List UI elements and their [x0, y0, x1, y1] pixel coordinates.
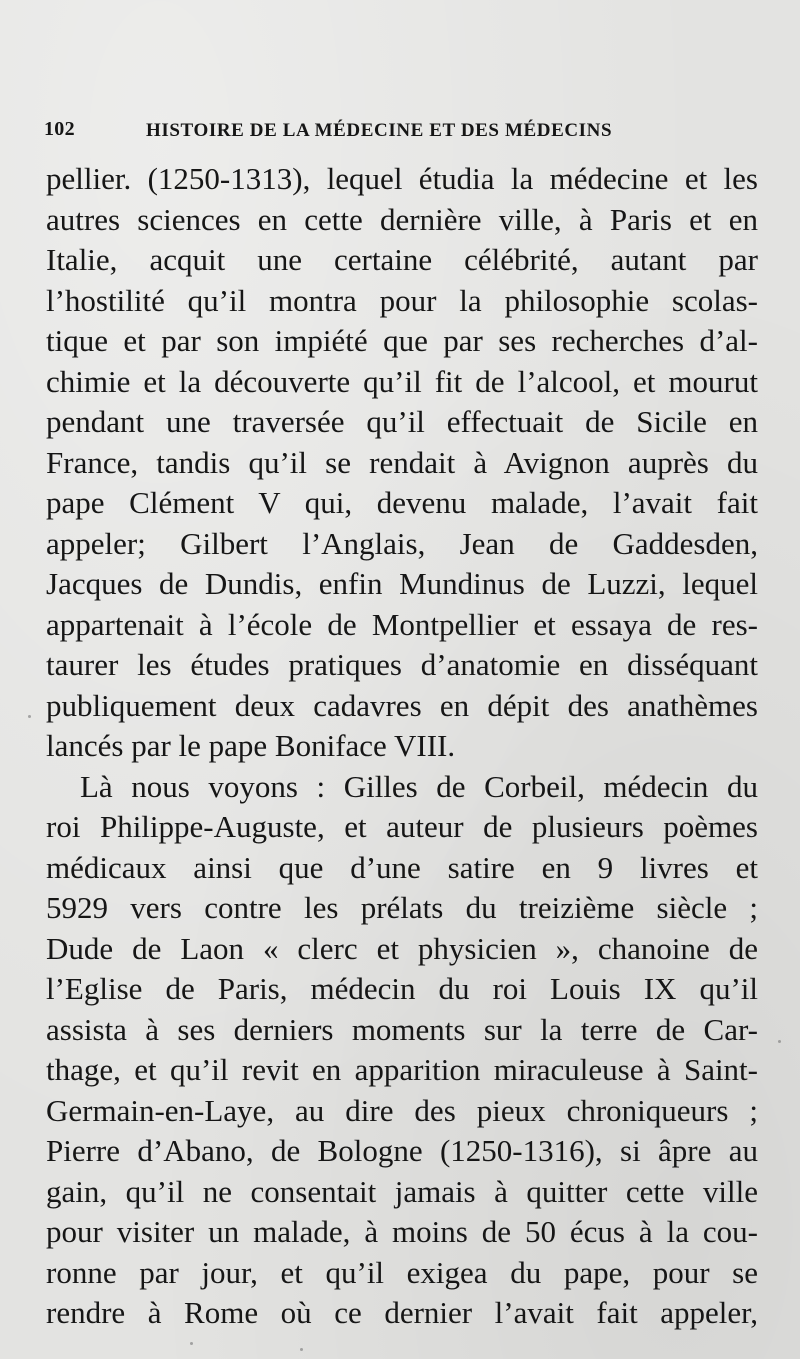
text-line: chimie et la découverte qu’il fit de l’alcool, et mourut — [46, 363, 758, 399]
paper-speck — [300, 1348, 303, 1351]
text-line: taurer les études pratiques d’anatomie en disséquant — [46, 647, 758, 682]
page-number: 102 — [44, 118, 75, 140]
text-line: médicaux ainsi que d’une satire en 9 livres et — [46, 849, 758, 885]
text-line: gain, qu’il ne consentait jamais à quitter cette ville — [46, 1173, 758, 1209]
text-line: appeler; Gilbert l’Anglais, Jean de Gaddesden, — [46, 525, 758, 561]
paragraph-start-line: Là nous voyons : Gilles de Corbeil, médecin du — [80, 768, 758, 804]
paper-speck — [190, 1342, 193, 1345]
paper-speck — [28, 715, 31, 718]
text-line: tique et par son impiété que par ses recherches d’al- — [46, 323, 758, 358]
text-line: thage, et qu’il revit en apparition miraculeuse à Saint- — [46, 1052, 758, 1087]
running-title: HISTOIRE DE LA MÉDECINE ET DES MÉDECINS — [146, 120, 613, 141]
running-head — [44, 118, 750, 146]
text-line: pellier. (1250-1313), lequel étudia la médecine et les — [46, 161, 758, 196]
text-line: l’hostilité qu’il montra pour la philosophie scolas- — [46, 282, 758, 318]
text-line: ronne par jour, et qu’il exigea du pape, pour se — [46, 1254, 758, 1290]
text-line: 5929 vers contre les prélats du treizième siècle ; — [46, 890, 758, 925]
text-line: Dude de Laon « clerc et physicien », chanoine de — [46, 930, 758, 966]
paragraph-end-line: lancés par le pape Boniface VIII. — [46, 728, 456, 763]
text-line: appartenait à l’école de Montpellier et essaya de res- — [46, 606, 758, 642]
text-line: assista à ses derniers moments sur la terre de Car- — [46, 1011, 758, 1047]
text-line: rendre à Rome où ce dernier l’avait fait appeler, — [46, 1295, 758, 1330]
text-line: pendant une traversée qu’il effectuait de Sicile en — [46, 404, 758, 439]
text-line: Jacques de Dundis, enfin Mundinus de Luzzi, lequel — [46, 566, 758, 601]
text-line: Italie, acquit une certaine célébrité, autant par — [46, 242, 758, 277]
text-line: roi Philippe-Auguste, et auteur de plusieurs poèmes — [46, 809, 758, 844]
text-line: France, tandis qu’il se rendait à Avignon auprès du — [46, 444, 758, 480]
text-line: Pierre d’Abano, de Bologne (1250-1316), si âpre au — [46, 1133, 758, 1168]
body-text — [46, 159, 758, 1334]
text-line: pour visiter un malade, à moins de 50 écus à la cou- — [46, 1214, 758, 1249]
text-line: Germain-en-Laye, au dire des pieux chroniqueurs ; — [46, 1092, 758, 1128]
text-line: autres sciences en cette dernière ville, à Paris et en — [46, 201, 758, 237]
text-line: l’Eglise de Paris, médecin du roi Louis IX qu’il — [46, 971, 758, 1006]
text-line: publiquement deux cadavres en dépit des anathèmes — [46, 687, 758, 723]
text-line: pape Clément V qui, devenu malade, l’avait fait — [46, 485, 758, 520]
paper-speck — [778, 1040, 781, 1043]
